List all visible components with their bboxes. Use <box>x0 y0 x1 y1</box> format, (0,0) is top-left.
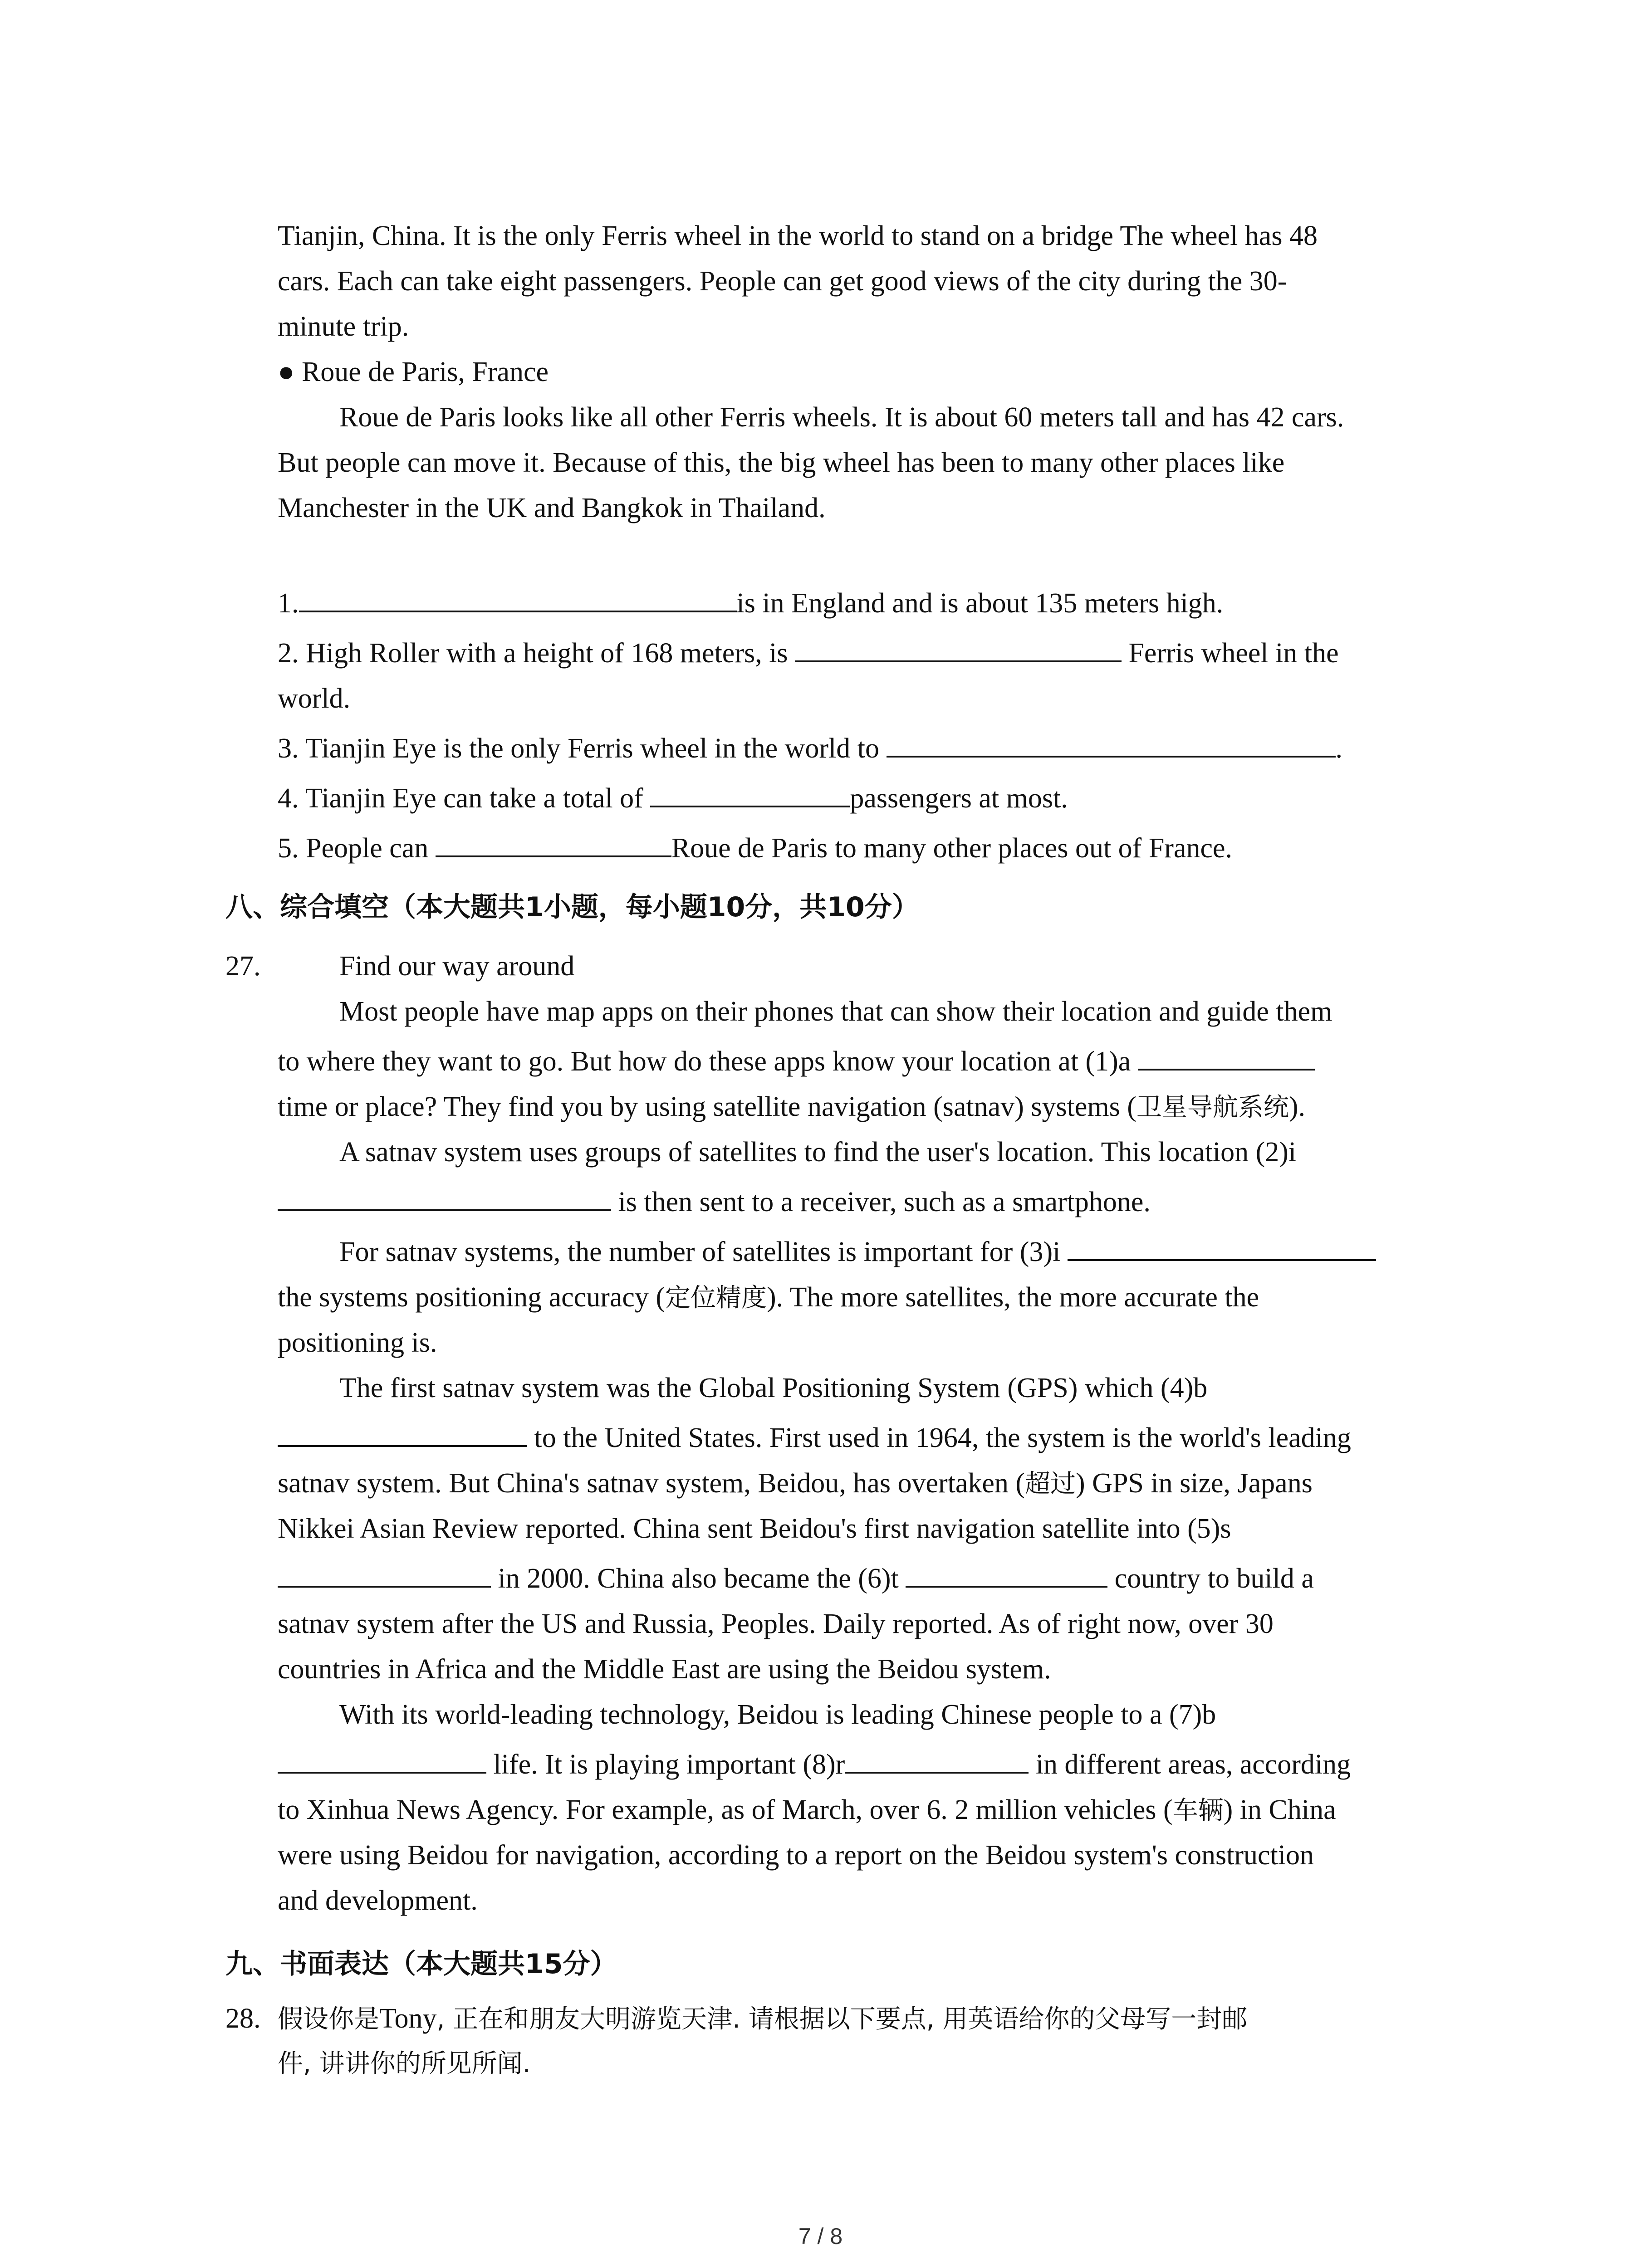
bullet-heading: ● Roue de Paris, France <box>278 357 549 387</box>
passage-line: satnav system after the US and Russia, Peoples. Daily reported. As of right now, over 30 <box>278 1608 1274 1639</box>
page-number: 7 / 8 <box>798 2224 843 2249</box>
question-4: 4. Tianjin Eye can take a total of passengers at most. <box>278 776 1068 821</box>
cloze-blank-6[interactable] <box>906 1557 1107 1588</box>
passage-line: With its world-leading technology, Beidou is leading Chinese people to a (7)b <box>339 1699 1216 1730</box>
passage-title: Find our way around <box>339 951 575 982</box>
passage-line: For satnav systems, the number of satellites is important for (3)i <box>339 1229 1376 1275</box>
answer-blank-3[interactable] <box>887 727 1336 758</box>
cloze-blank-5[interactable] <box>278 1557 491 1588</box>
answer-blank-1[interactable] <box>299 582 737 612</box>
passage-line: in 2000. China also became the (6)t country to build a <box>278 1556 1314 1601</box>
passage-line: life. It is playing important (8)r in different areas, according <box>278 1742 1351 1787</box>
passage-line: positioning is. <box>278 1327 437 1358</box>
passage-line: Tianjin, China. It is the only Ferris wheel in the world to stand on a bridge The wheel has 48 <box>278 220 1318 251</box>
cloze-blank-3[interactable] <box>1068 1230 1376 1261</box>
cloze-blank-8[interactable] <box>845 1743 1029 1774</box>
passage-line: satnav system. But China's satnav system, Beidou, has overtaken (超过) GPS in size, Japans <box>278 1468 1313 1499</box>
passage-line: to where they want to go. But how do these apps know your location at (1)a <box>278 1039 1315 1084</box>
answer-blank-2[interactable] <box>795 631 1122 662</box>
section-8-heading: 八、综合填空（本大题共1小题，每小题10分，共10分） <box>225 891 919 923</box>
section-9-heading: 九、书面表达（本大题共15分） <box>225 1948 617 1980</box>
passage-line: Nikkei Asian Review reported. China sent Beidou's first navigation satellite into (5)s <box>278 1513 1231 1544</box>
passage-line: and development. <box>278 1885 478 1916</box>
question-2-cont: world. <box>278 683 351 714</box>
cloze-blank-4[interactable] <box>278 1416 527 1447</box>
answer-blank-4[interactable] <box>650 777 850 807</box>
passage-line: A satnav system uses groups of satellites to find the user's location. This location (2)i <box>339 1137 1297 1168</box>
writing-prompt-line: 件, 讲讲你的所见所闻. <box>278 2049 531 2078</box>
passage-line: Manchester in the UK and Bangkok in Thailand. <box>278 493 826 523</box>
cloze-blank-2[interactable] <box>278 1180 611 1211</box>
passage-line: minute trip. <box>278 311 409 342</box>
passage-line: to the United States. First used in 1964, the system is the world's leading <box>278 1415 1351 1461</box>
question-27-number: 27. <box>225 951 261 982</box>
passage-line: were using Beidou for navigation, according to a report on the Beidou system's construction <box>278 1840 1314 1871</box>
passage-line: But people can move it. Because of this, the big wheel has been to many other places like <box>278 447 1285 478</box>
passage-line: to Xinhua News Agency. For example, as of March, over 6. 2 million vehicles (车辆) in China <box>278 1794 1336 1825</box>
question-1: 1. is in England and is about 135 meters high. <box>278 581 1223 626</box>
passage-line: Most people have map apps on their phones that can show their location and guide them <box>339 996 1332 1027</box>
cloze-blank-7[interactable] <box>278 1743 486 1774</box>
passage-line: The first satnav system was the Global Positioning System (GPS) which (4)b <box>339 1373 1208 1403</box>
question-3: 3. Tianjin Eye is the only Ferris wheel in the world to . <box>278 726 1342 771</box>
passage-line: is then sent to a receiver, such as a smartphone. <box>278 1179 1151 1225</box>
passage-line: Roue de Paris looks like all other Ferris wheels. It is about 60 meters tall and has 42 cars. <box>339 402 1344 433</box>
passage-line: countries in Africa and the Middle East are using the Beidou system. <box>278 1654 1051 1685</box>
passage-line: the systems positioning accuracy (定位精度). The more satellites, the more accurate the <box>278 1282 1259 1313</box>
question-5: 5. People can Roue de Paris to many other places out of France. <box>278 826 1232 871</box>
question-2: 2. High Roller with a height of 168 meters, is Ferris wheel in the <box>278 631 1339 676</box>
question-28-number: 28. <box>225 2003 261 2034</box>
passage-line: time or place? They find you by using satellite navigation (satnav) systems (卫星导航系统). <box>278 1091 1306 1122</box>
cloze-blank-1[interactable] <box>1138 1040 1315 1070</box>
passage-line: cars. Each can take eight passengers. People can get good views of the city during the 30- <box>278 266 1287 297</box>
answer-blank-5[interactable] <box>436 826 671 857</box>
writing-prompt-line: 假设你是Tony, 正在和朋友大明游览天津. 请根据以下要点, 用英语给你的父母写一封邮 <box>278 2003 1248 2034</box>
